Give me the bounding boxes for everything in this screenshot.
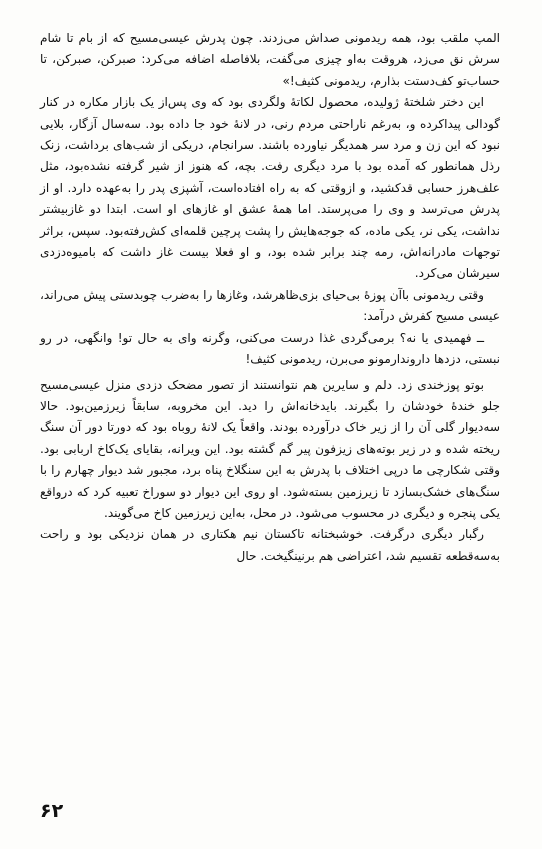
paragraph-1: المپ ملقب بود، همه ریدمونی صداش می‌زدند. چون پدرش عیسی‌مسیح که از بام تا شام سرش نق می‌زد، هروقت به‌او چیزی می‌گفت، بلافاصله اضافه می‌کرد: صبرکن، صبرکن، تا حساب‌تو کف‌دستت بذارم، ریدمونی کثیف!»	[40, 31, 500, 88]
body-text	[40, 28, 500, 788]
paragraph-2: این دختر شلختهٔ ژولیده، محصول لکاتهٔ ولگردی بود که وی پس‌از یک بازار مکاره در کنار گودالی پیداکرده و، به‌رغم ناراحتی مردم رنی، در لانهٔ خود جا داده بود. سه‌سال آزگار، بلایی نبود که این زن و مرد سر همدیگر نیاورده باشند. سرانجام، دریکی از شب‌های برداشت، زنک رذل همانطور که آمده بود با مرد دیگری رفت. بچه، که هنوز از شیر گرفته نشده‌بود، مثل علف‌هرز حسابی قدکشید، و ازوقتی که به راه افتاده‌است، آشپزی پدر را به‌عهده دارد. او از پدرش می‌ترسد و وی را می‌پرستد. اما همهٔ عشق او غازهای او است. ابتدا دو غازبیشتر نداشت، یکی نر، یکی ماده، که جوجه‌هایش را پشت پرچین قلمه‌ای کش‌رفته‌بود. سپس، براثر توجهات مادرانه‌اش، رمه چند برابر شده بود، و او فعلا بیست غاز داشت که بامیوه‌دزدی سیرشان می‌کرد.	[40, 95, 500, 281]
page-number: ۶۲	[40, 800, 64, 822]
paragraph-3: وقتی ریدمونی باآن پوزهٔ بی‌حیای بزی‌ظاهرشد، وغازها را به‌ضرب چوبدستی پیش می‌راند، عیسی مسیح کفرش درآمد:	[40, 287, 500, 324]
paragraph-6: رگبار دیگری درگرفت. خوشبختانه تاکستان نیم هکتاری در همان نزدیکی بود و راحت به‌سه‌قطعه تقسیم شد، اعتراضی هم برنینگیخت. حال	[40, 527, 500, 563]
paragraph-4: ــ فهمیدی یا نه؟ برمی‌گردی غذا درست می‌کنی، وگرنه وای به حال تو! وانگهی، در رو نبستی، دزدها داروندارمونو می‌برن، ریدمونی کثیف!	[40, 330, 500, 367]
paragraph-5: بوتو پوزخندی زد. دلم و سایرین هم نتوانستند از تصور مضحک دزدی منزل عیسی‌مسیح جلو خندهٔ خودشان را بگیرند. بایدخانه‌اش را دید. این مخروبه، سابقاً زیرزمین‌بود. حالا سه‌دیوار گلی آن را از زیر خاک درآورده بودند. واقعاً یک لانهٔ روباه بود که دورتا دور آن سنگ ریخته شده و در زیر بوته‌های زیزفون پیر گم گشته بود. این ویرانه، بقایای یک‌کاخ اربابی بود. وقتی شکارچی ما درپی اختلاف با پدرش به این سنگلاخ پناه برد، مجبور شد دیوار چهارم را با سنگ‌های خشک‌بسازد تا زیرزمین بسته‌شود. او روی این دیوار دو سوراخ تعبیه کرد که درواقع یکی پنجره و دیگری در محسوب می‌شود. در محل، به‌این زیرزمین کاخ می‌گویند.	[40, 377, 500, 520]
